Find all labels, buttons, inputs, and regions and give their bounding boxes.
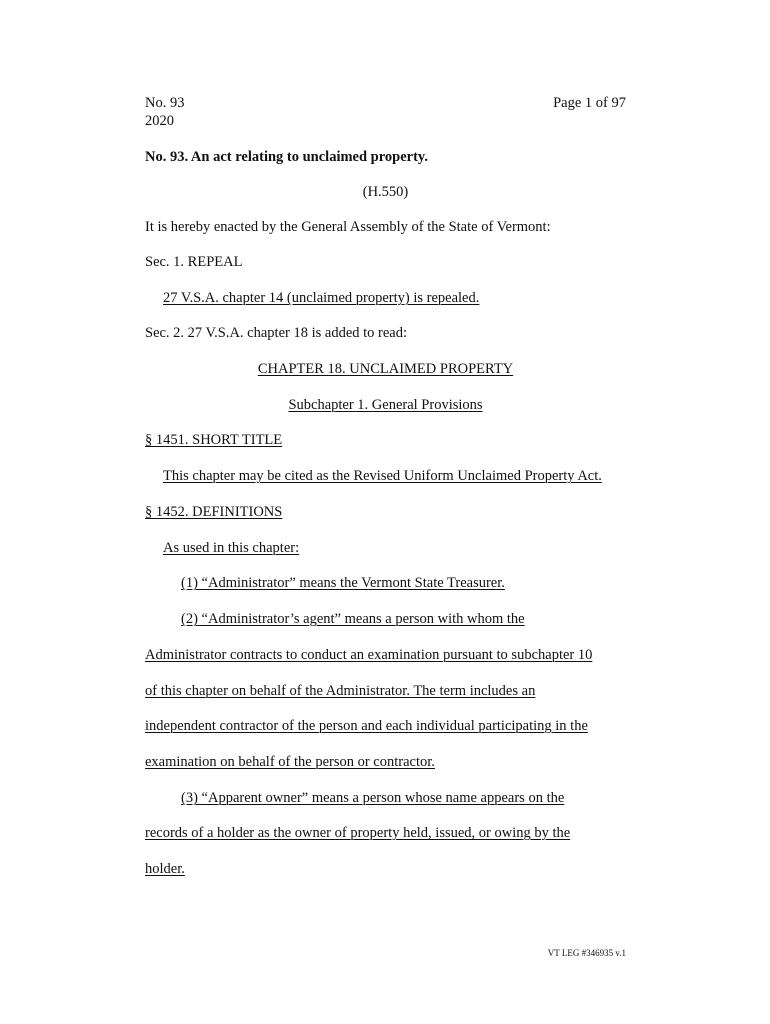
chapter-title: CHAPTER 18. UNCLAIMED PROPERTY <box>257 361 514 377</box>
subchapter-title: Subchapter 1. General Provisions <box>288 397 483 413</box>
definition-2-line: examination on behalf of the person or contractor. <box>145 754 435 770</box>
section-1452-heading: § 1452. DEFINITIONS <box>145 504 283 520</box>
bill-number: (H.550) <box>362 184 409 200</box>
enacting-clause: It is hereby enacted by the General Assembly of the State of Vermont: <box>145 219 551 235</box>
act-number: No. 93 <box>145 95 185 111</box>
act-year: 2020 <box>145 113 174 129</box>
section-1451-heading: § 1451. SHORT TITLE <box>145 432 283 448</box>
section-1451-text: This chapter may be cited as the Revised Uniform Unclaimed Property Act. <box>163 468 602 484</box>
sec1-text: 27 V.S.A. chapter 14 (unclaimed property) is repealed. <box>163 290 480 306</box>
document-id-footer: VT LEG #346935 v.1 <box>547 948 626 958</box>
definition-3-line: (3) “Apparent owner” means a person whose name appears on the <box>181 790 565 806</box>
sec2-heading: Sec. 2. 27 V.S.A. chapter 18 is added to read: <box>145 325 408 341</box>
act-title: No. 93. An act relating to unclaimed property. <box>145 149 429 165</box>
definition-2-line: Administrator contracts to conduct an examination pursuant to subchapter 10 <box>145 647 593 663</box>
definition-2-line: (2) “Administrator’s agent” means a person with whom the <box>181 611 525 627</box>
definition-1: (1) “Administrator” means the Vermont State Treasurer. <box>181 575 505 591</box>
sec1-heading: Sec. 1. REPEAL <box>145 254 243 270</box>
page-indicator: Page 1 of 97 <box>553 95 626 111</box>
definition-3-line: records of a holder as the owner of property held, issued, or owing by the <box>145 825 571 841</box>
definition-3-line: holder. <box>145 861 185 877</box>
section-1452-intro: As used in this chapter: <box>163 540 300 556</box>
definition-2-line: independent contractor of the person and each individual participating in the <box>145 718 588 734</box>
definition-2-line: of this chapter on behalf of the Administrator. The term includes an <box>145 683 536 699</box>
